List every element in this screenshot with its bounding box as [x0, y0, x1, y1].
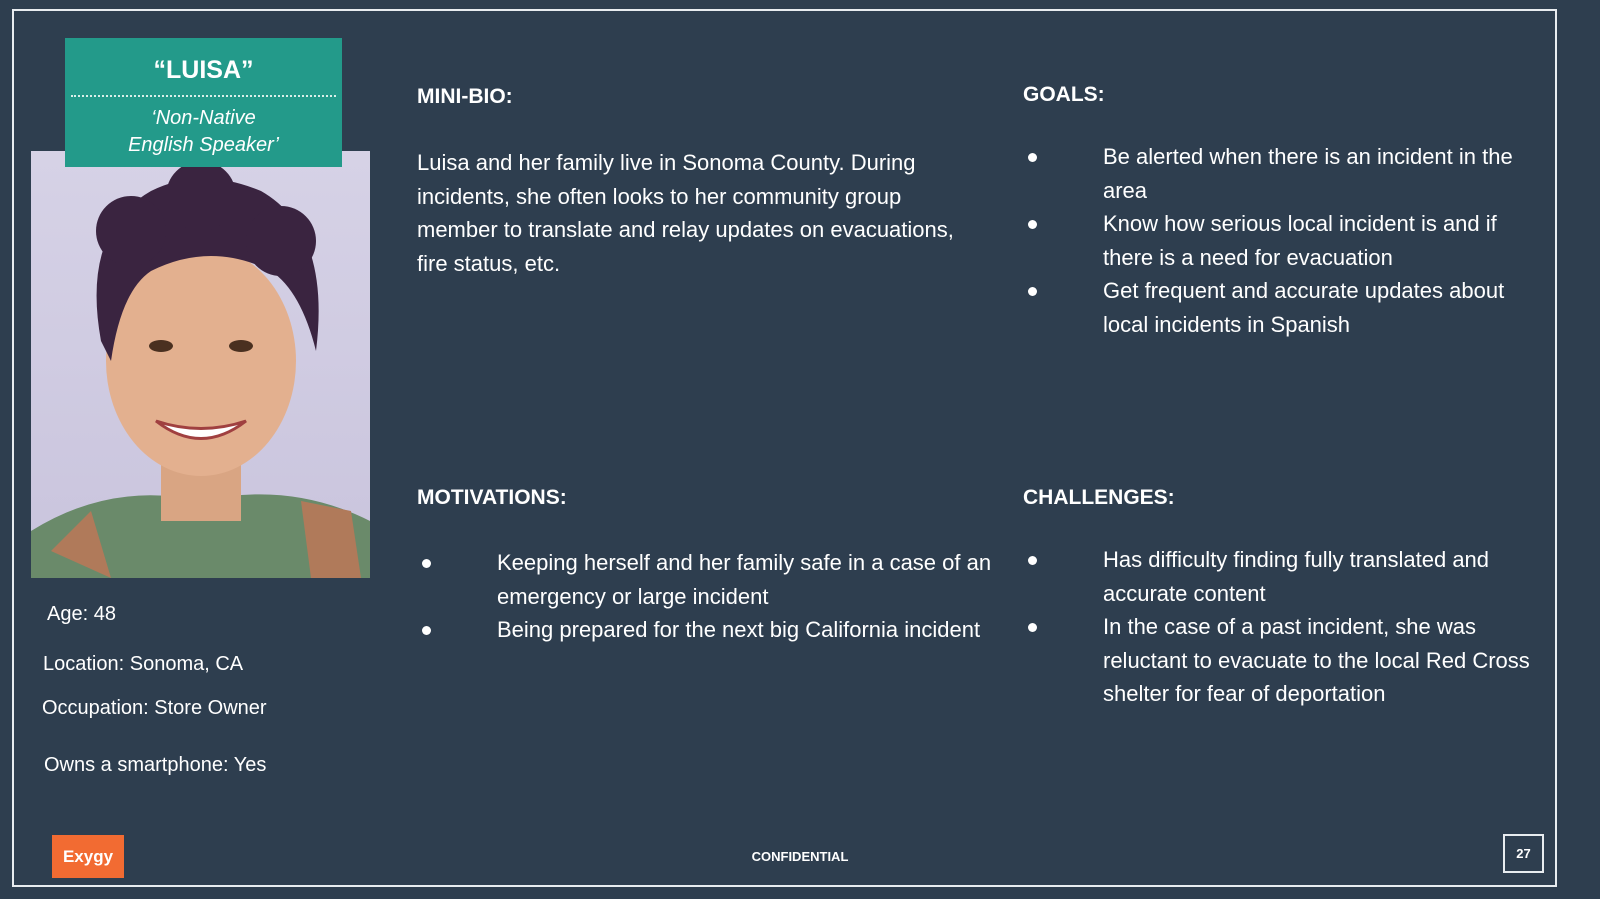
exygy-logo: Exygy: [52, 835, 124, 878]
dotted-divider: [71, 95, 336, 97]
list-item: Being prepared for the next big California incident: [417, 613, 997, 647]
persona-photo: [31, 151, 370, 578]
goals-list: [1023, 140, 1553, 341]
goals-heading: GOALS:: [1023, 83, 1105, 106]
list-item: Has difficulty finding fully translated and accurate content: [1023, 543, 1543, 610]
mini-bio-text: Luisa and her family live in Sonoma County. During incidents, she often looks to her community group member to translate and relay updates on evacuations, fire status, etc.: [417, 150, 954, 276]
persona-name: “LUISA”: [153, 56, 254, 84]
persona-role-line1: ‘Non-Native: [151, 107, 256, 129]
list-item: Know how serious local incident is and if there is a need for evacuation: [1023, 207, 1553, 274]
smartphone: Owns a smartphone: Yes: [44, 754, 267, 776]
occupation: Occupation: Store Owner: [42, 697, 267, 719]
age: Age: 48: [47, 603, 116, 625]
list-item: Be alerted when there is an incident in the area: [1023, 140, 1553, 207]
mini-bio-heading: MINI-BIO:: [417, 85, 513, 108]
motivations-list: [417, 546, 997, 647]
persona-role-line2: English Speaker’: [128, 134, 279, 156]
challenges-heading: CHALLENGES:: [1023, 486, 1175, 509]
list-item: In the case of a past incident, she was reluctant to evacuate to the local Red Cross shelter for fear of deportation: [1023, 610, 1543, 711]
location: Location: Sonoma, CA: [43, 653, 244, 675]
persona-name-card: [65, 38, 342, 167]
challenges-list: [1023, 543, 1543, 711]
list-item: Get frequent and accurate updates about local incidents in Spanish: [1023, 274, 1553, 341]
page-number: 27: [1503, 834, 1544, 873]
list-item: Keeping herself and her family safe in a case of an emergency or large incident: [417, 546, 997, 613]
confidential-label: CONFIDENTIAL: [751, 849, 849, 864]
motivations-heading: MOTIVATIONS:: [417, 486, 567, 509]
